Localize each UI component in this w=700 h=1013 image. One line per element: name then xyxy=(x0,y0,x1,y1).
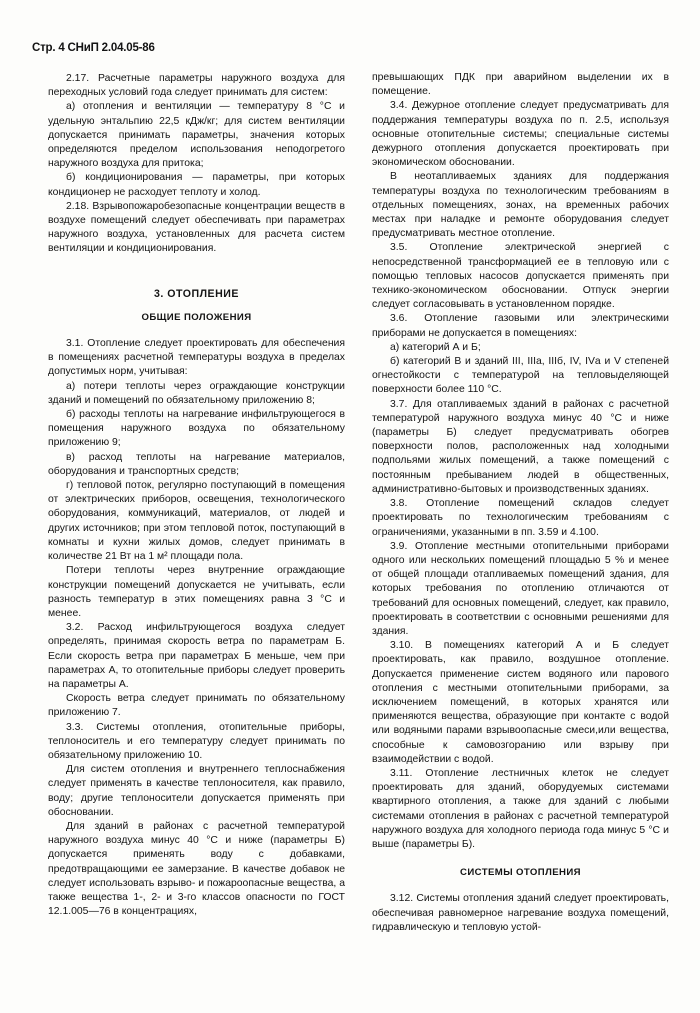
paragraph: а) категорий А и Б; xyxy=(390,341,481,353)
paragraph: В неотапливаемых зданиях для поддержания температуры воздуха по технологическим требованиям в отдельных помещениях, зонах, на временных рабочих местах при наладке и ремонте оборудования следует предусматривать местное отопление. xyxy=(372,171,669,240)
subsection-heading: СИСТЕМЫ ОТОПЛЕНИЯ xyxy=(460,867,581,879)
paragraph: 3.12. Системы отопления зданий следует проектировать, обеспечивая равномерное нагревание воздуха помещений, гидравлическую и тепловую устой- xyxy=(372,893,669,933)
paragraph: Скорость ветра следует принимать по обязательному приложению 7. xyxy=(48,693,345,719)
paragraph: 3.3. Системы отопления, отопительные приборы, теплоноситель и его температуру следует принимать по обязательному приложению 10. xyxy=(48,721,345,761)
paragraph: 3.5. Отопление электрической энергией с непосредственной трансформацией ее в тепловую или с помощью тепловых насосов допускается применять при технико-экономическом обосновании. Отпуск энергии следует согласовывать в установленном порядке. xyxy=(372,242,669,311)
paragraph: а) потери теплоты через ограждающие конструкции зданий и помещений по обязательному приложению 8; xyxy=(48,380,345,406)
left-column xyxy=(48,72,345,919)
paragraph: 3.10. В помещениях категорий А и Б следует проектировать, как правило, воздушное отопление. Допускается применение систем водяного или парового отопления с местными отопительными приборами, за исключением помещений, в которых хранятся или применяются вещества, образующие при контакте с водой или водяными парами взрывоопасные смеси,или вещества, способные к самовозгоранию или взрыву при взаимодействии с водой. xyxy=(372,640,669,765)
paragraph: 3.2. Расход инфильтрующегося воздуха следует определять, принимая скорость ветра по параметрам Б. Если скорость ветра при параметрах Б меньше, чем при параметрах А, то отопительные приборы следует проверить на параметры А. xyxy=(48,622,345,690)
paragraph: б) расходы теплоты на нагревание инфильтрующегося в помещения наружного воздуха по обязательному приложению 9; xyxy=(48,409,345,449)
paragraph: 3.11. Отопление лестничных клеток не следует проектировать для зданий, оборудуемых системами квартирного отопления, а также для зданий с любыми системами отопления в районах с расчетной температурой наружного воздуха для холодного периода года минус 5 °С и выше (параметры Б). xyxy=(372,767,669,850)
paragraph: 3.4. Дежурное отопление следует предусматривать для поддержания температуры воздуха по п. 2.5, используя основные отопительные системы; специальные системы дежурного отопления допускается проектировать при экономическом обосновании. xyxy=(372,100,669,169)
paragraph: 2.18. Взрывопожаробезопасные концентрации веществ в воздухе помещений следует обеспечивать при параметрах наружного воздуха, установленных для расчета систем вентиляции и кондиционирования. xyxy=(48,200,345,255)
paragraph: Потери теплоты через внутренние ограждающие конструкции помещений допускается не учитывать, если разность температур в этих помещениях равна 3 °С и менее. xyxy=(48,565,345,619)
paragraph: 2.17. Расчетные параметры наружного воздуха для переходных условий года следует принимать для систем: xyxy=(48,73,345,99)
paragraph: г) тепловой поток, регулярно поступающий в помещения от электрических приборов, освещения, технологического оборудования, коммуникаций, материалов, от людей и других источников; при этом тепловой поток, поступающий в комнаты и кухни жилых домов, следует принимать в количестве 21 Вт на 1 м² площади пола. xyxy=(48,480,345,563)
paragraph: Для зданий в районах с расчетной температурой наружного воздуха минус 40 °С и ниже (параметры Б) допускается применять воду с добавками, предотвращающими ее замерзание. В качестве добавок не следует использовать взрыво- и пожароопасные вещества, а также вещества 1-, 2- и 3-го классов опасности по ГОСТ 12.1.005—76 в концентрациях, xyxy=(48,820,345,918)
paragraph: 3.9. Отопление местными отопительными приборами одного или нескольких помещений площадью 5 % и менее от общей площади отапливаемых помещений здания, для которых требования по отоплению отличаются от требований для основных помещений, следует, как правило, проектировать в соответствии с основными решениями для здания. xyxy=(372,540,669,637)
paragraph: 3.7. Для отапливаемых зданий в районах с расчетной температурой наружного воздуха минус 40 °С и ниже (параметры Б) следует предусматривать обогрев поверхности полов, расположенных над холодными подпольями жилых помещений, а также помещений с постоянным пребыванием людей в общественных, административно-бытовых и производственных зданиях. xyxy=(372,398,669,495)
paragraph: б) категорий В и зданий III, IIIа, IIIб, IV, IVа и V степеней огнестойкости с температурой на тепловыделяющей поверхности более 110 °С. xyxy=(372,356,669,396)
paragraph: в) расход теплоты на нагревание материалов, оборудования и транспортных средств; xyxy=(48,451,345,477)
running-head: Стр. 4 СНиП 2.04.05-86 xyxy=(32,42,155,54)
subsection-heading: ОБЩИЕ ПОЛОЖЕНИЯ xyxy=(141,311,252,323)
paragraph: превышающих ПДК при аварийном выделении их в помещение. xyxy=(372,72,669,98)
paragraph: 3.1. Отопление следует проектировать для обеспечения в помещениях расчетной температуры воздуха в пределах допустимых норм, учитывая: xyxy=(48,338,345,378)
paragraph: 3.8. Отопление помещений складов следует проектировать по технологическим требованиям с ограничениями, указанными в пп. 3.59 и 4.100. xyxy=(372,498,669,538)
paragraph: 3.6. Отопление газовыми или электрическими приборами не допускается в помещениях: xyxy=(372,313,669,339)
paragraph: б) кондиционирования — параметры, при которых кондиционер не расходует теплоту и холод. xyxy=(48,172,345,198)
paragraph: а) отопления и вентиляции — температуру 8 °С и удельную энтальпию 22,5 кДж/кг; для систем вентиляции допускается принимать параметры, значения которых определяются пределом использования неподогретого наружного воздуха для притока; xyxy=(48,101,345,170)
right-column xyxy=(372,71,669,935)
section-heading: 3. ОТОПЛЕНИЕ xyxy=(154,287,239,300)
paragraph: Для систем отопления и внутреннего теплоснабжения следует применять в качестве теплоносителя, как правило, воду; другие теплоносители допускается применять при обосновании. xyxy=(48,764,345,818)
